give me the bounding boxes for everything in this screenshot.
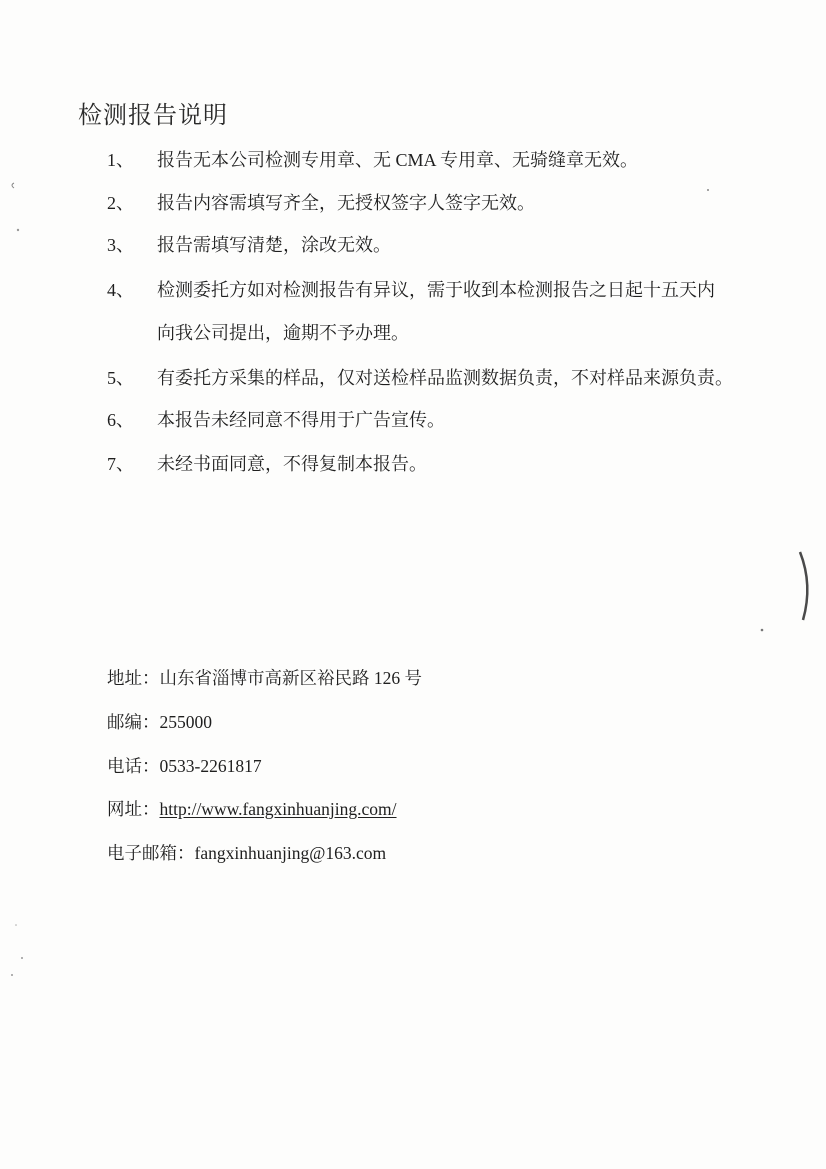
item-number: 4、 (107, 280, 134, 300)
item-number: 1、 (107, 150, 134, 170)
item-text: 报告内容需填写齐全，无授权签字人签字无效。 (157, 193, 535, 213)
contact-address (107, 666, 422, 690)
scan-speck (12, 183, 14, 188)
list-item (107, 408, 445, 432)
contact-website (107, 797, 397, 821)
scan-speck (21, 957, 23, 959)
list-item (107, 452, 427, 476)
contact-label: 地址： (107, 668, 160, 688)
contact-label: 电子邮箱： (107, 843, 195, 863)
contact-value: 山东省淄博市高新区裕民路 126 号 (159, 668, 422, 688)
scan-speck (707, 189, 709, 191)
document-title: 检测报告说明 (78, 101, 228, 129)
contact-label: 电话： (107, 756, 160, 776)
scan-speck (761, 629, 764, 632)
list-item (107, 233, 391, 257)
contact-phone (107, 754, 262, 778)
item-text: 报告需填写清楚，涂改无效。 (157, 235, 391, 255)
contact-label: 邮编： (107, 712, 160, 732)
contact-postcode (107, 710, 212, 734)
list-item (107, 148, 638, 172)
list-item (107, 366, 733, 390)
item-number: 7、 (107, 454, 134, 474)
item-text: 检测委托方如对检测报告有异议，需于收到本检测报告之日起十五天内 (157, 280, 715, 300)
list-item (107, 278, 715, 302)
website-link[interactable]: http://www.fangxinhuanjing.com/ (159, 799, 397, 819)
contact-value: fangxinhuanjing@163.com (194, 843, 387, 863)
scan-speck (11, 974, 13, 976)
item-text: 有委托方采集的样品，仅对送检样品监测数据负责，不对样品来源负责。 (157, 368, 733, 388)
contact-value: 0533-2261817 (159, 756, 262, 776)
scan-speck (17, 229, 19, 231)
item-number: 3、 (107, 235, 134, 255)
contact-label: 网址： (107, 799, 160, 819)
item-text: 向我公司提出，逾期不予办理。 (157, 323, 409, 343)
item-text: 报告无本公司检测专用章、无 CMA 专用章、无骑缝章无效。 (157, 150, 639, 170)
contact-value: 255000 (159, 712, 212, 732)
item-number: 2、 (107, 193, 134, 213)
item-text: 未经书面同意，不得复制本报告。 (157, 454, 427, 474)
list-item-continuation (157, 321, 409, 345)
scan-speck (15, 924, 17, 926)
item-text: 本报告未经同意不得用于广告宣传。 (157, 410, 445, 430)
contact-email (107, 841, 386, 865)
item-number: 6、 (107, 410, 134, 430)
binding-mark (800, 552, 807, 620)
item-number: 5、 (107, 368, 134, 388)
list-item (107, 191, 535, 215)
